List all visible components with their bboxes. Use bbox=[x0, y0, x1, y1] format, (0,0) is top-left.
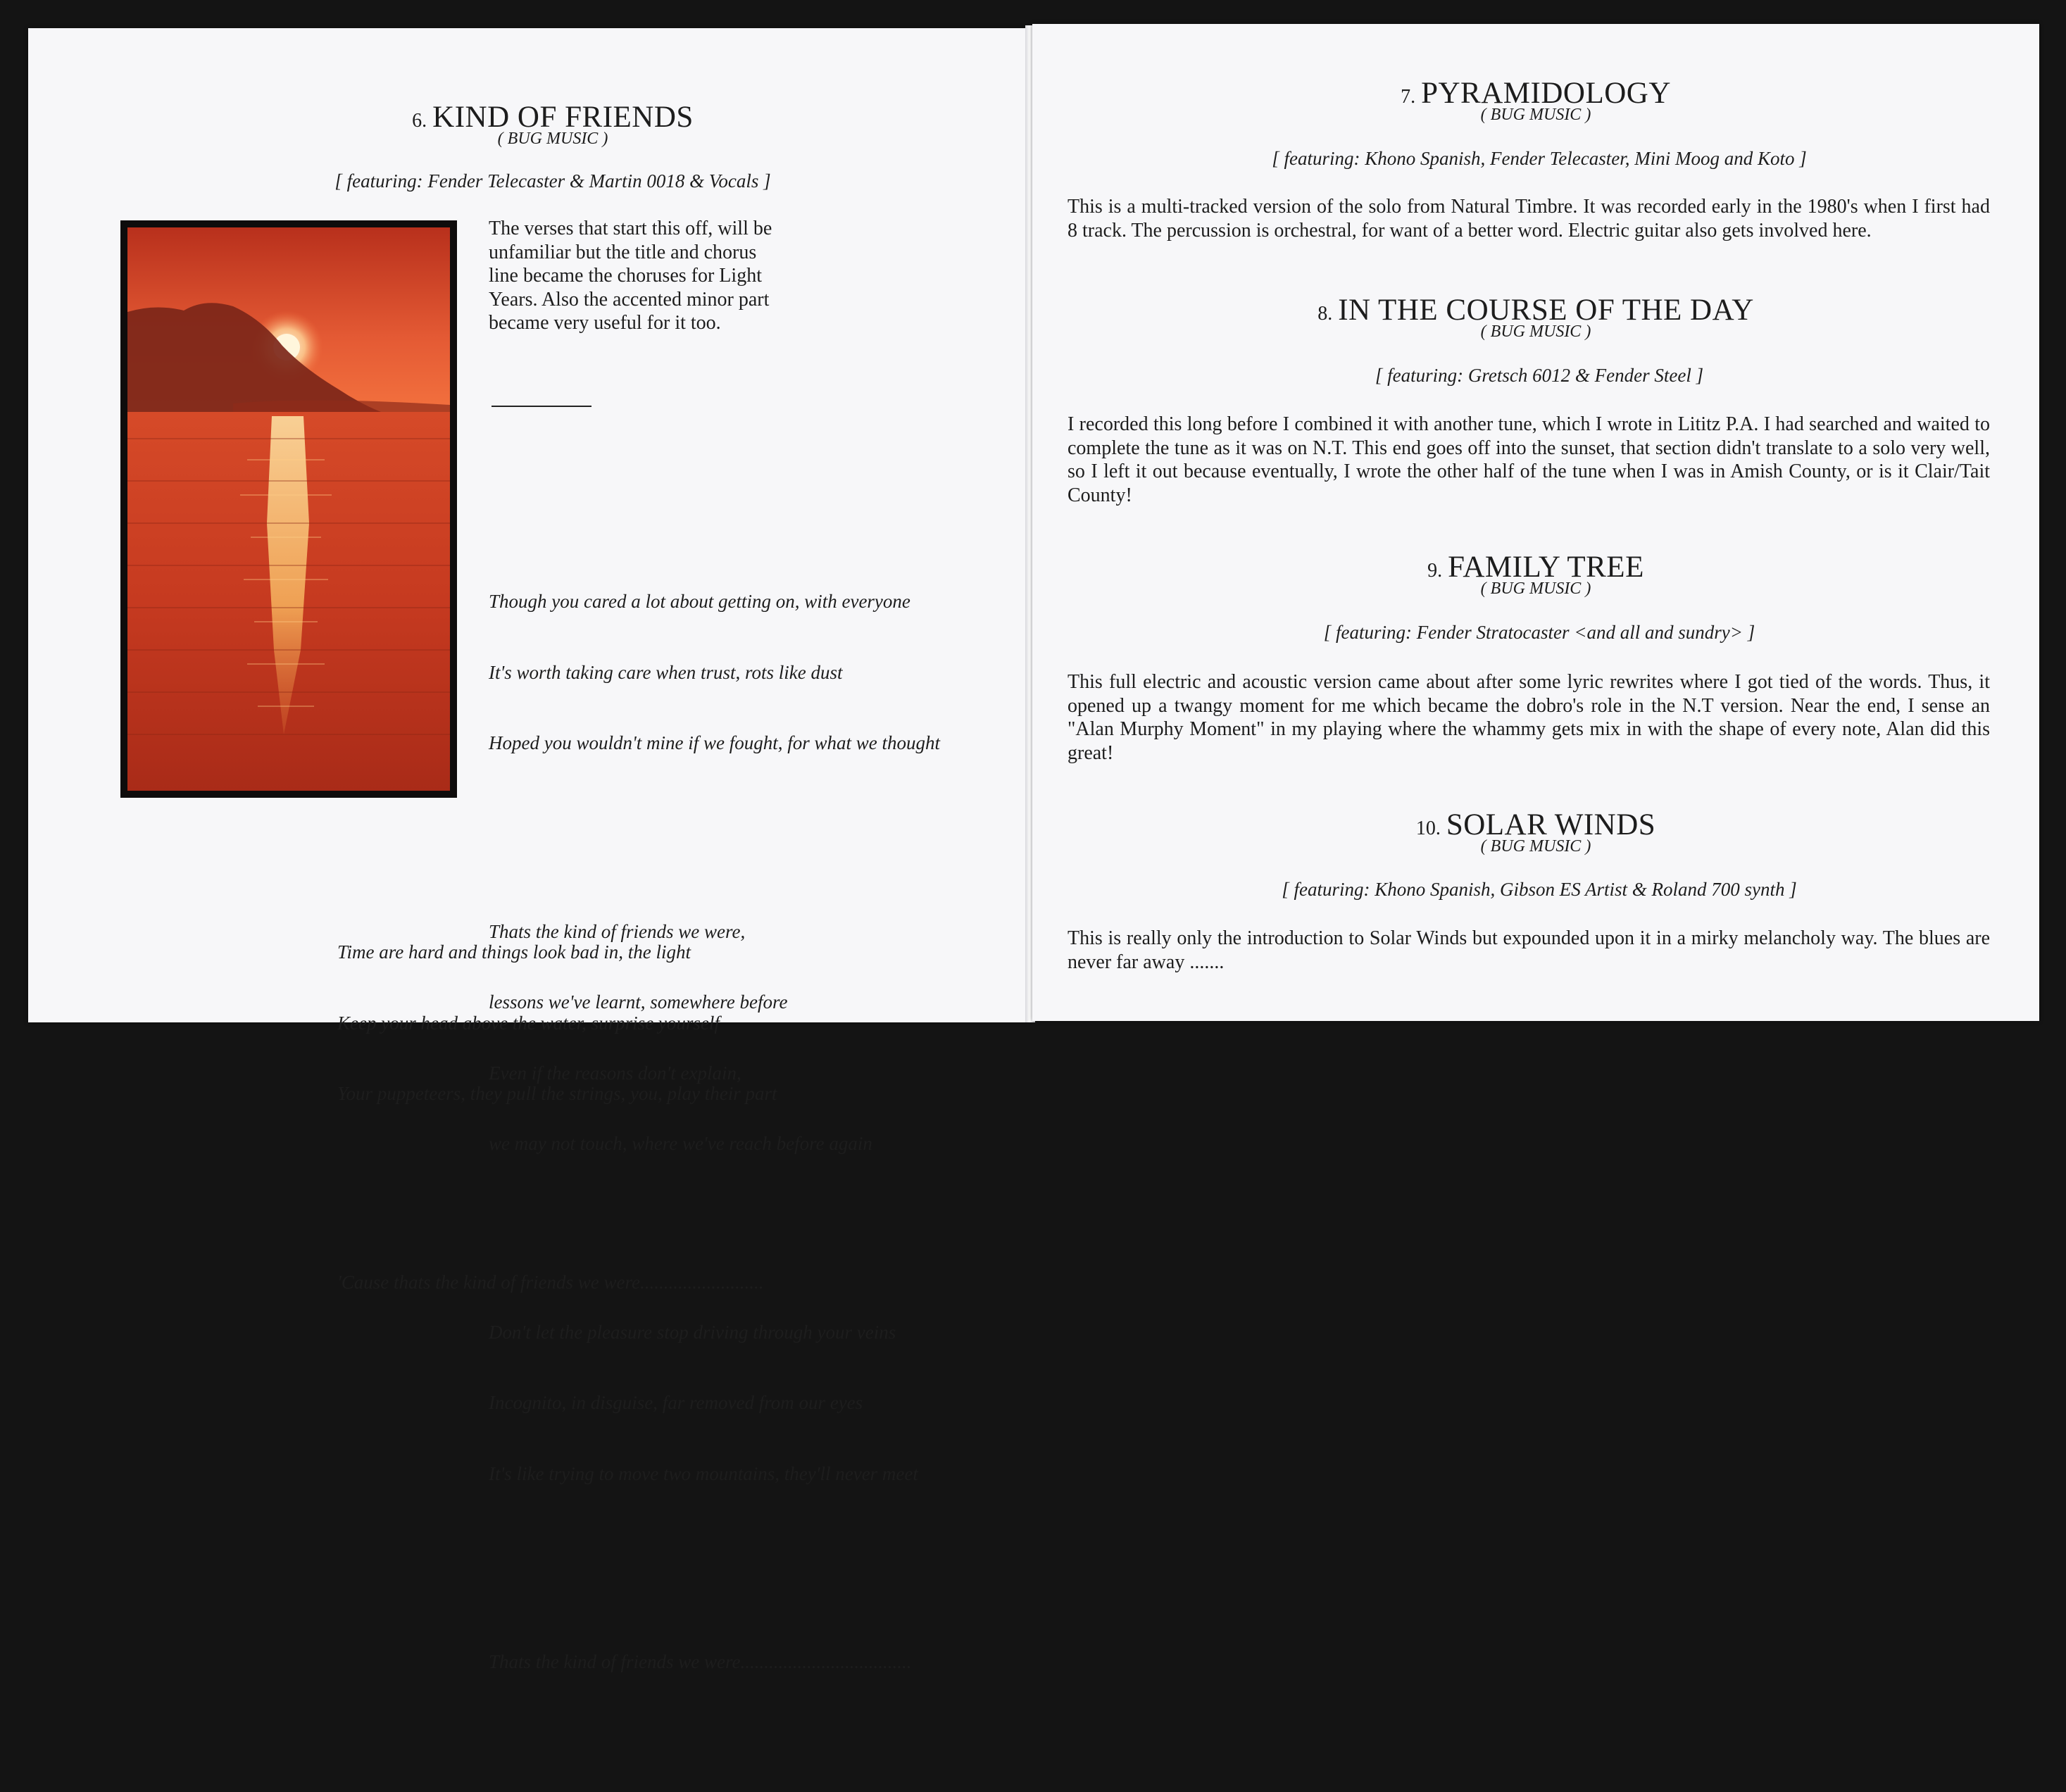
lyrics-block-bottom bbox=[337, 846, 777, 1412]
track-featuring: [ featuring: Fender Stratocaster <and all and sundry> ] bbox=[1323, 622, 1755, 643]
lyric-line: we may not touch, where we've reach before again bbox=[489, 1133, 872, 1154]
track-description: This is really only the introduction to Solar Winds but expounded upon it in a mirky melancholy way. The blues are never far away ....... bbox=[1068, 927, 1990, 973]
intro-line: The verses that start this off, will be bbox=[489, 218, 772, 239]
intro-line: line became the choruses for Light bbox=[489, 265, 762, 287]
lyric-line: Hoped you wouldn't mine if we fought, for what we thought bbox=[489, 732, 940, 753]
track-number: 6. bbox=[412, 110, 427, 132]
lyric-line: Time are hard and things look bad in, the light bbox=[337, 941, 691, 963]
lyrics-stanza bbox=[489, 1603, 940, 1722]
lyric-line: Incognito, in disguise, far removed from our eyes bbox=[489, 1392, 863, 1413]
track-title: PYRAMIDOLOGY bbox=[1421, 77, 1671, 110]
track-publisher: ( BUG MUSIC ) bbox=[1480, 837, 1591, 856]
intro-line: Years. Also the accented minor part bbox=[489, 288, 770, 311]
lyrics-stanza bbox=[337, 894, 777, 1153]
section-divider bbox=[492, 406, 591, 407]
track-publisher: ( BUG MUSIC ) bbox=[1480, 106, 1591, 124]
track-featuring: [ featuring: Khono Spanish, Gibson ES Artist & Roland 700 synth ] bbox=[1282, 879, 1797, 900]
sunset-photo-frame bbox=[120, 220, 457, 798]
lyric-line: Don't let the pleasure stop driving through your veins bbox=[489, 1321, 896, 1343]
lyric-line: Though you cared a lot about getting on, with everyone bbox=[489, 591, 910, 612]
track-number: 8. bbox=[1317, 303, 1333, 325]
right-page bbox=[1032, 24, 2039, 1021]
track-publisher: ( BUG MUSIC ) bbox=[1480, 579, 1591, 598]
track-number: 10. bbox=[1415, 817, 1441, 839]
track-featuring: [ featuring: Khono Spanish, Fender Telecaster, Mini Moog and Koto ] bbox=[1272, 148, 1807, 169]
track-description: This full electric and acoustic version came about after some lyric rewrites where I got tied of the words. Thus, it opened up a twangy moment for me which became the dobro's role in the N.T version. Near the end, I sense an "Alan Murphy Moment" in my playing where the whammy gets mix in with the shape of every note, Alan did this great! bbox=[1068, 671, 1990, 764]
lyric-line: Your puppeteers, they pull the strings, you, play their part bbox=[337, 1083, 777, 1104]
track-description: This is a multi-tracked version of the solo from Natural Timbre. It was recorded early in the 1980's when I first had 8 track. The percussion is orchestral, for want of a better word. Electric guitar also gets involved here. bbox=[1068, 196, 1990, 242]
track-title: KIND OF FRIENDS bbox=[432, 101, 694, 134]
lyric-line: Thats the kind of friends we were, bbox=[489, 920, 746, 942]
lyric-line: It's worth taking care when trust, rots like dust bbox=[489, 661, 843, 683]
track-title: IN THE COURSE OF THE DAY bbox=[1338, 294, 1754, 327]
intro-line: became very useful for it too. bbox=[489, 312, 721, 334]
left-page bbox=[28, 28, 1028, 1672]
lyric-line: lessons we've learnt, somewhere before bbox=[489, 991, 788, 1013]
sunset-photo-image bbox=[127, 227, 450, 791]
track-title: SOLAR WINDS bbox=[1446, 808, 1656, 841]
sunset-photo bbox=[127, 227, 450, 791]
track-publisher: ( BUG MUSIC ) bbox=[497, 130, 608, 148]
track-publisher: ( BUG MUSIC ) bbox=[1480, 322, 1591, 341]
lyric-line: It's like trying to move two mountains, they'll never meet bbox=[489, 1462, 918, 1484]
lyrics-stanza bbox=[337, 1224, 777, 1342]
track-featuring: [ featuring: Fender Telecaster & Martin 0018 & Vocals ] bbox=[334, 170, 771, 192]
track-description: I recorded this long before I combined it with another tune, which I wrote in Lititz P.A. I had searched and waited to complete the tune as it was on N.T. This end goes off into the sunset, that section didn't translate to a solo very well, so I left it out because eventually, I wrote the other half of the tune when I was in Amish County, or is it Clair/Tait County! bbox=[1068, 413, 1990, 506]
lyric-line: 'Cause thats the kind of friends we were.......................... bbox=[337, 1271, 764, 1293]
track-number: 7. bbox=[1401, 86, 1416, 108]
track-title: FAMILY TREE bbox=[1448, 551, 1644, 584]
lyric-line: Thats the kind of friends we were.................................... bbox=[489, 1651, 912, 1672]
track-number: 9. bbox=[1427, 560, 1443, 582]
intro-paragraph bbox=[489, 217, 841, 335]
lyric-line: Even if the reasons don't explain, bbox=[489, 1062, 741, 1084]
lyric-line: Keep your head above the water, surprise yourself bbox=[337, 1012, 720, 1034]
lyrics-stanza bbox=[489, 543, 940, 803]
track-featuring: [ featuring: Gretsch 6012 & Fender Steel ] bbox=[1375, 365, 1704, 386]
intro-line: unfamiliar but the title and chorus bbox=[489, 241, 757, 263]
